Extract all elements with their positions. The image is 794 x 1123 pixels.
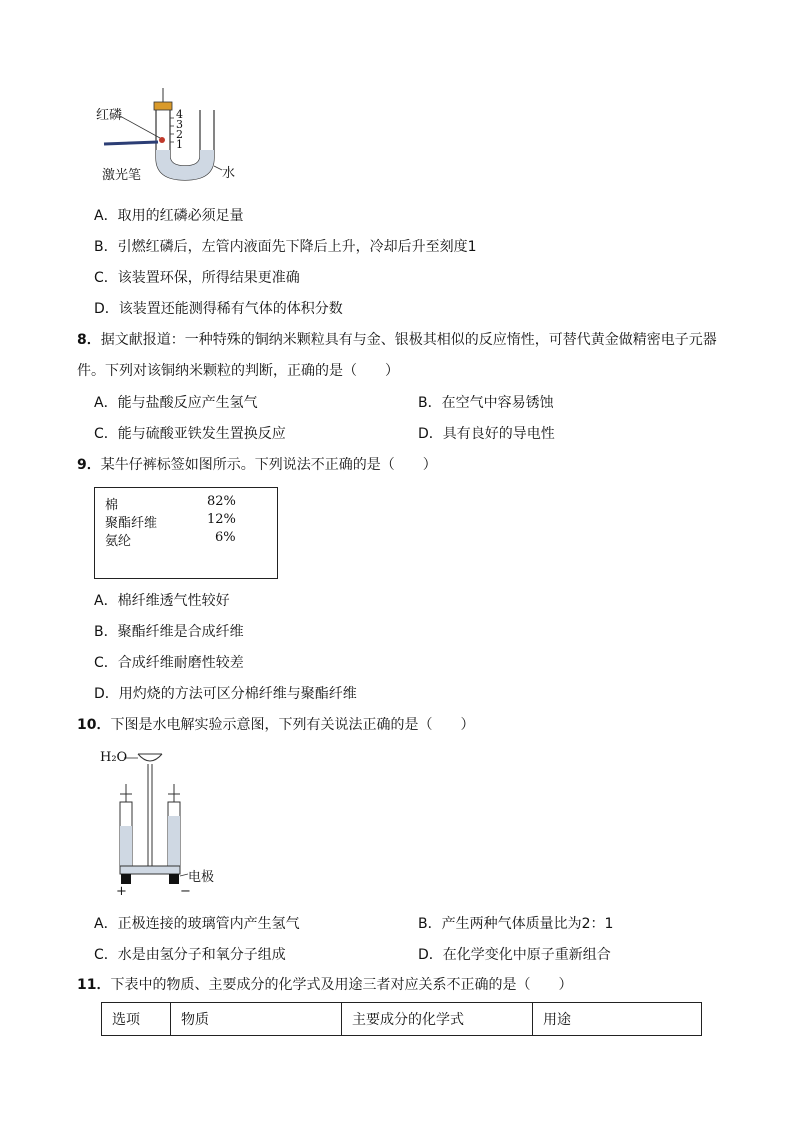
label-minus: − [180,884,191,899]
q9-stem: 9．某牛仔裤标签如图所示。下列说法不正确的是（ ） [77,457,437,473]
table-header-substance: 物质 [171,1003,342,1036]
figure-electrolysis-apparatus [96,746,226,902]
q9-option-d[interactable]: D．用灼烧的方法可区分棉纤维与聚酯纤维 [94,686,357,702]
q10-option-d[interactable]: D．在化学变化中原子重新组合 [418,947,611,963]
label-water: 水 [222,166,236,181]
label-row-pct-1: 12% [207,512,236,527]
q10-stem: 10．下图是水电解实验示意图，下列有关说法正确的是（ ） [77,717,475,733]
q7-option-a[interactable]: A．取用的红磷必须足量 [94,208,244,224]
q7-option-c[interactable]: C．该装置环保，所得结果更准确 [94,270,300,286]
clothing-label-box [94,487,278,579]
q8-stem-line2: 件。下列对该铜纳米颗粒的判断，正确的是（ ） [77,363,399,379]
q10-option-b[interactable]: B．产生两种气体质量比为2：1 [418,916,614,932]
label-row-name-1: 聚酯纤维 [105,516,158,531]
scale-3: 3 [176,118,183,131]
q8-option-c[interactable]: C．能与硫酸亚铁发生置换反应 [94,426,286,442]
q11-table [101,1002,702,1036]
right-electrode [169,874,179,884]
label-row-pct-0: 82% [207,494,236,509]
q10-option-c[interactable]: C．水是由氢分子和氧分子组成 [94,947,286,963]
q8-option-d[interactable]: D．具有良好的导电性 [418,426,555,442]
q8-stem-line1: 8．据文献报道：一种特殊的铜纳米颗粒具有与金、银极其相似的反应惰性，可替代黄金做精密电子元器 [77,332,717,348]
figure-u-tube-apparatus [90,88,250,188]
label-phosphorus: 红磷 [96,108,123,123]
label-row-name-0: 棉 [105,498,119,513]
label-row-pct-2: 6% [215,530,236,545]
stopper-shape [154,102,172,110]
q7-option-b[interactable]: B．引燃红磷后，左管内液面先下降后上升，冷却后升至刻度1 [94,239,477,255]
label-plus: + [116,884,127,899]
label-row-name-2: 氨纶 [105,534,132,549]
laser-pen-beam [104,142,158,144]
table-header-option: 选项 [102,1003,171,1036]
label-h2o: H₂O [100,750,128,765]
table-header-row [102,1003,702,1036]
scale-2: 2 [176,128,183,141]
q7-option-d[interactable]: D．该装置还能测得稀有气体的体积分数 [94,301,343,317]
scale-1: 1 [176,138,183,151]
table-header-formula: 主要成分的化学式 [342,1003,533,1036]
q9-option-c[interactable]: C．合成纤维耐磨性较差 [94,655,244,671]
label-laser-pen: 激光笔 [102,168,142,183]
scale-4: 4 [176,108,183,121]
q9-option-b[interactable]: B．聚酯纤维是合成纤维 [94,624,244,640]
left-electrode [121,874,131,884]
q8-option-b[interactable]: B．在空气中容易锈蚀 [418,395,554,411]
q10-option-a[interactable]: A．正极连接的玻璃管内产生氢气 [94,916,300,932]
q8-option-a[interactable]: A．能与盐酸反应产生氢气 [94,395,258,411]
q9-option-a[interactable]: A．棉纤维透气性较好 [94,593,230,609]
q11-stem: 11．下表中的物质、主要成分的化学式及用途三者对应关系不正确的是（ ） [77,977,573,993]
u-tube-inner [170,110,200,166]
table-header-use: 用途 [533,1003,702,1036]
label-electrode: 电极 [188,870,215,885]
